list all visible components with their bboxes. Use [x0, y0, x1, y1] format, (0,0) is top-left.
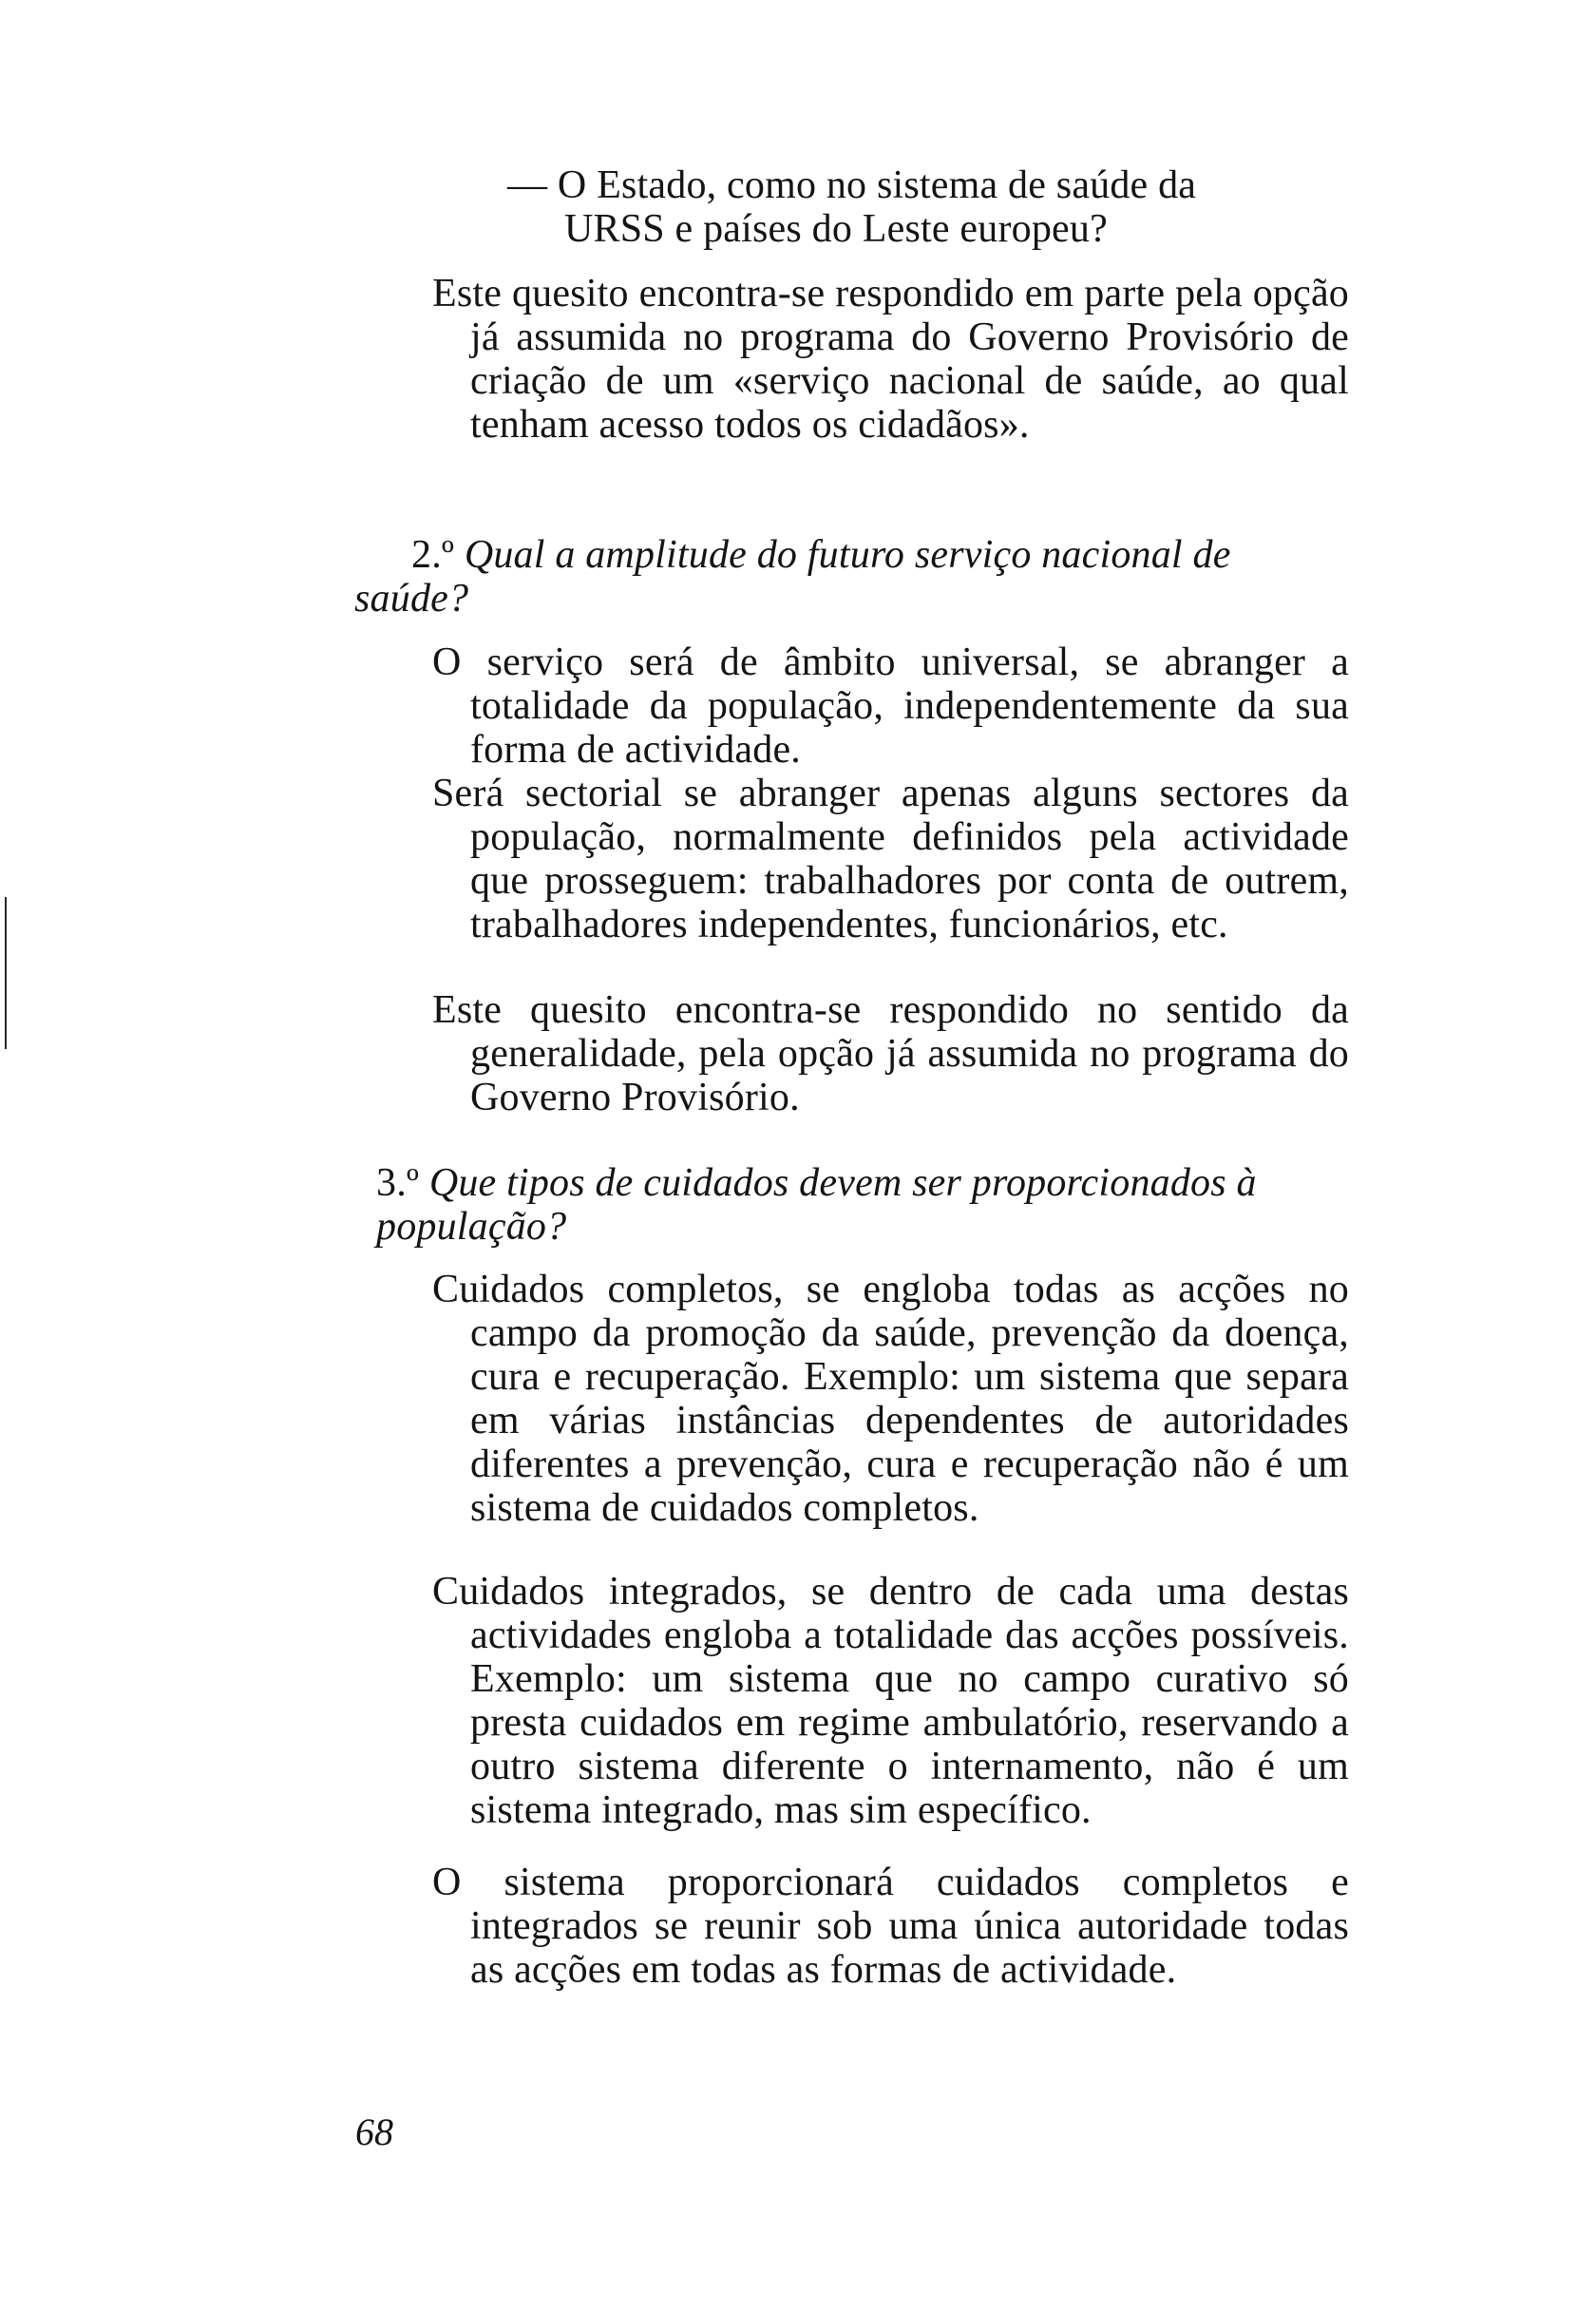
q2-heading	[354, 533, 1311, 621]
q3-number: 3.º	[376, 1161, 420, 1205]
q1-answer: Este quesito encontra-se respondido em parte pela opção já assumida no programa do Governo Provisório de criação de um «serviço nacional de saúde, ao qual tenham acesso todos os cidadãos».	[432, 272, 1349, 447]
q2-number: 2.º	[411, 533, 455, 577]
q2-answer-sectorial: Será sectorial se abranger apenas alguns sectores da população, normalmente definidos pela actividade que prosseguem: trabalhadores por conta de outrem, trabalhadores independentes, funcionários, etc.	[432, 772, 1349, 946]
q3-heading	[376, 1161, 1311, 1249]
q3-answer-integrados: Cuidados integrados, se dentro de cada uma destas actividades engloba a totalidade das acções possíveis. Exemplo: um sistema que no campo curativo só presta cuidados em regime ambulatório, reservando a outro sistema diferente o internamento, não é um sistema integrado, mas sim específico.	[432, 1570, 1349, 1832]
q1-tail	[507, 163, 1311, 251]
q2-answer-generalidade: Este quesito encontra-se respondido no sentido da generalidade, pela opção já assumida no programa do Governo Provisório.	[432, 988, 1349, 1119]
q3-answer-sistema: O sistema proporcionará cuidados completos e integrados se reunir sob uma única autoridade todas as acções em todas as formas de actividade.	[432, 1861, 1349, 1992]
margin-mark	[5, 897, 7, 1049]
q1-tail-line1: — O Estado, como no sistema de saúde da	[507, 163, 1197, 207]
q2-answer-universal: O serviço será de âmbito universal, se abranger a totalidade da população, independentemente da sua forma de actividade.	[432, 640, 1349, 772]
q3-text: Que tipos de cuidados devem ser proporcionados à população?	[376, 1161, 1257, 1249]
page-number: 68	[355, 2110, 393, 2153]
q1-tail-line2: URSS e países do Leste europeu?	[564, 207, 1108, 251]
q3-answer-completos: Cuidados completos, se engloba todas as acções no campo da promoção da saúde, prevenção da doença, cura e recuperação. Exemplo: um sistema que separa em várias instâncias dependentes de autoridades diferentes a prevenção, cura e recuperação não é um sistema de cuidados completos.	[432, 1268, 1349, 1530]
q2-text: Qual a amplitude do futuro serviço nacional de saúde?	[354, 533, 1231, 621]
